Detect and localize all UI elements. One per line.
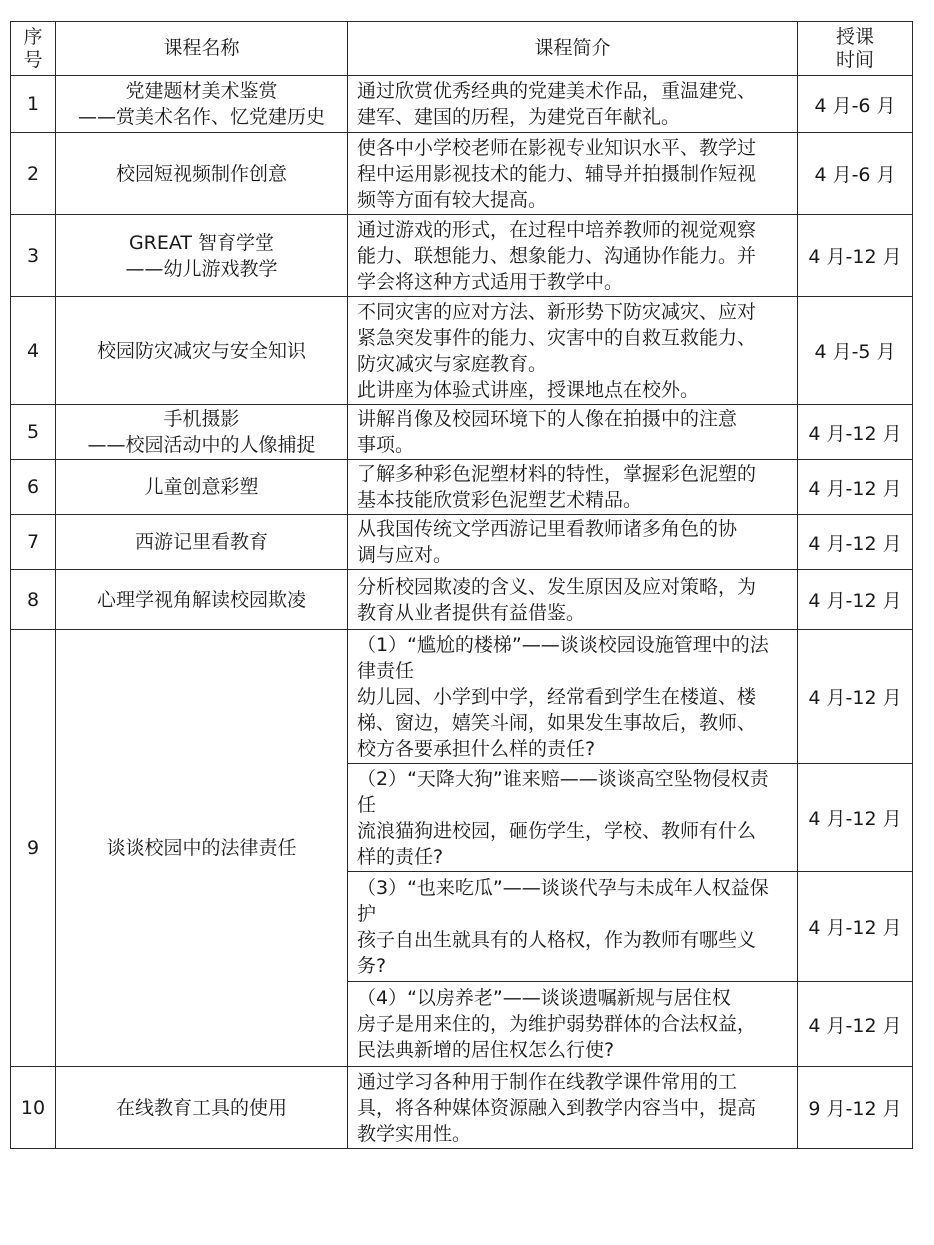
course-time: 4 月-12 月: [798, 872, 913, 982]
description-line: 通过学习各种用于制作在线教学课件常用的工: [357, 1070, 738, 1093]
course-description: [348, 76, 798, 133]
description-line: 程中运用影视技术的能力、辅导并拍摄制作短视: [357, 162, 757, 185]
description-line: 讲解肖像及校园环境下的人像在拍摄中的注意: [357, 408, 738, 430]
course-description: [348, 515, 798, 570]
description-line: 通过欣赏优秀经典的党建美术作品，重温建党、: [357, 80, 757, 102]
description-line: 孩子自出生就具有的人格权，作为教师有哪些义: [357, 928, 757, 951]
row-number: 7: [11, 515, 56, 570]
description-line: 务?: [357, 954, 387, 977]
description-line: 民法典新增的居住权怎么行使?: [357, 1039, 615, 1061]
header-num-line: 号: [23, 48, 43, 71]
description-line: 具，将各种媒体资源融入到教学内容当中，提高: [357, 1096, 757, 1119]
description-line: 能力、联想能力、想象能力、沟通协作能力。并: [357, 244, 757, 267]
course-table: [10, 21, 913, 1149]
course-description: [348, 982, 798, 1067]
description-line: 教育从业者提供有益借鉴。: [357, 601, 586, 624]
header-num: [11, 22, 56, 76]
description-line: （2）“天降大狗”谁来赔——谈谈高空坠物侵权责: [357, 767, 769, 790]
description-line: （3）“也来吃瓜”——谈谈代孕与未成年人权益保: [357, 876, 769, 899]
header-num-line: 序: [23, 25, 43, 48]
description-line: 了解多种彩色泥塑材料的特性，掌握彩色泥塑的: [357, 463, 757, 485]
course-time: 4 月-12 月: [798, 982, 913, 1067]
table-row: [11, 630, 913, 764]
description-line: 护: [357, 902, 377, 925]
course-time: 4 月-6 月: [798, 76, 913, 133]
course-time: 4 月-6 月: [798, 133, 913, 215]
row-number: 4: [11, 297, 56, 405]
row-number: 8: [11, 570, 56, 630]
table-row: [11, 405, 913, 460]
row-number: 6: [11, 460, 56, 515]
course-time: 4 月-5 月: [798, 297, 913, 405]
description-line: 通过游戏的形式，在过程中培养教师的视觉观察: [357, 218, 757, 241]
row-number: 5: [11, 405, 56, 460]
course-description: [348, 764, 798, 872]
table-row: [11, 133, 913, 215]
table-row: [11, 1067, 913, 1149]
course-time: 4 月-12 月: [798, 460, 913, 515]
course-name-line: ——校园活动中的人像捕捉: [87, 434, 316, 456]
course-name: [56, 76, 348, 133]
description-line: 学会将这种方式适用于教学中。: [357, 270, 624, 293]
course-time: 4 月-12 月: [798, 515, 913, 570]
course-name: [56, 405, 348, 460]
course-name: [56, 1067, 348, 1149]
course-name-line: ——幼儿游戏教学: [125, 257, 278, 280]
course-name-line: 儿童创意彩塑: [144, 476, 259, 498]
header-time-line: 授课: [835, 25, 874, 48]
description-line: 幼儿园、小学到中学，经常看到学生在楼道、楼: [357, 685, 757, 708]
course-name: [56, 515, 348, 570]
course-name: [56, 630, 348, 1067]
row-number: 3: [11, 215, 56, 297]
course-time: 9 月-12 月: [798, 1067, 913, 1149]
course-name-line: 谈谈校园中的法律责任: [106, 837, 297, 859]
description-line: 此讲座为体验式讲座，授课地点在校外。: [357, 378, 700, 401]
description-line: 从我国传统文学西游记里看教师诸多角色的协: [357, 518, 738, 540]
description-line: 校方各要承担什么样的责任?: [357, 737, 596, 760]
description-line: 分析校园欺凌的含义、发生原因及应对策略，为: [357, 575, 757, 598]
description-line: 房子是用来住的，为维护弱势群体的合法权益，: [357, 1013, 757, 1035]
course-time: 4 月-12 月: [798, 630, 913, 764]
course-name-line: 手机摄影: [163, 408, 240, 430]
description-line: （1）“尴尬的楼梯”——谈谈校园设施管理中的法: [357, 633, 769, 656]
header-row: [11, 22, 913, 76]
course-description: [348, 405, 798, 460]
description-line: 不同灾害的应对方法、新形势下防灾减灾、应对: [357, 300, 757, 323]
course-name-line: 在线教育工具的使用: [115, 1096, 287, 1119]
description-line: 流浪猫狗进校园，砸伤学生，学校、教师有什么: [357, 819, 757, 842]
course-description: [348, 570, 798, 630]
course-time: 4 月-12 月: [798, 570, 913, 630]
course-name-line: ——赏美术名作、忆党建历史: [77, 106, 325, 128]
description-line: 任: [357, 793, 377, 816]
course-name: [56, 215, 348, 297]
table-row: [11, 297, 913, 405]
table-row: [11, 460, 913, 515]
header-time: [798, 22, 913, 76]
course-description: [348, 460, 798, 515]
table-row: [11, 570, 913, 630]
course-description: [348, 1067, 798, 1149]
course-description: [348, 215, 798, 297]
table-row: [11, 215, 913, 297]
header-name: 课程名称: [56, 22, 348, 76]
description-line: （4）“以房养老”——谈谈遗嘱新规与居住权: [357, 987, 731, 1009]
description-line: 防灾减灾与家庭教育。: [357, 352, 548, 375]
course-name-line: 校园防灾减灾与安全知识: [96, 339, 306, 362]
table-row: [11, 515, 913, 570]
description-line: 调与应对。: [357, 544, 453, 566]
course-description: [348, 630, 798, 764]
header-time-line: 时间: [835, 48, 874, 71]
course-name-line: GREAT 智育学堂: [128, 231, 275, 254]
course-name-line: 党建题材美术鉴赏: [125, 80, 278, 102]
course-name: [56, 297, 348, 405]
description-line: 教学实用性。: [357, 1122, 472, 1145]
course-time: 4 月-12 月: [798, 215, 913, 297]
course-name-line: 西游记里看教育: [134, 531, 268, 553]
course-time: 4 月-12 月: [798, 405, 913, 460]
table-row: [11, 76, 913, 133]
row-number: 9: [11, 630, 56, 1067]
description-line: 律责任: [357, 659, 415, 682]
row-number: 1: [11, 76, 56, 133]
description-line: 梯、窗边，嬉笑斗闹，如果发生事故后，教师、: [357, 711, 757, 734]
description-line: 事项。: [357, 434, 415, 456]
course-description: [348, 872, 798, 982]
row-number: 2: [11, 133, 56, 215]
description-line: 基本技能欣赏彩色泥塑艺术精品。: [357, 489, 643, 511]
description-line: 使各中小学校老师在影视专业知识水平、教学过: [357, 136, 757, 159]
row-number: 10: [11, 1067, 56, 1149]
course-time: 4 月-12 月: [798, 764, 913, 872]
description-line: 频等方面有较大提高。: [357, 188, 548, 211]
description-line: 样的责任?: [357, 845, 444, 868]
course-name: [56, 460, 348, 515]
description-line: 紧急突发事件的能力、灾害中的自救互救能力、: [357, 326, 757, 349]
course-name-line: 心理学视角解读校园欺凌: [96, 588, 306, 611]
description-line: 建军、建国的历程，为建党百年献礼。: [357, 106, 681, 128]
course-name-line: 校园短视频制作创意: [115, 162, 287, 185]
course-name: [56, 570, 348, 630]
header-desc: 课程简介: [348, 22, 798, 76]
course-description: [348, 297, 798, 405]
course-name: [56, 133, 348, 215]
course-description: [348, 133, 798, 215]
